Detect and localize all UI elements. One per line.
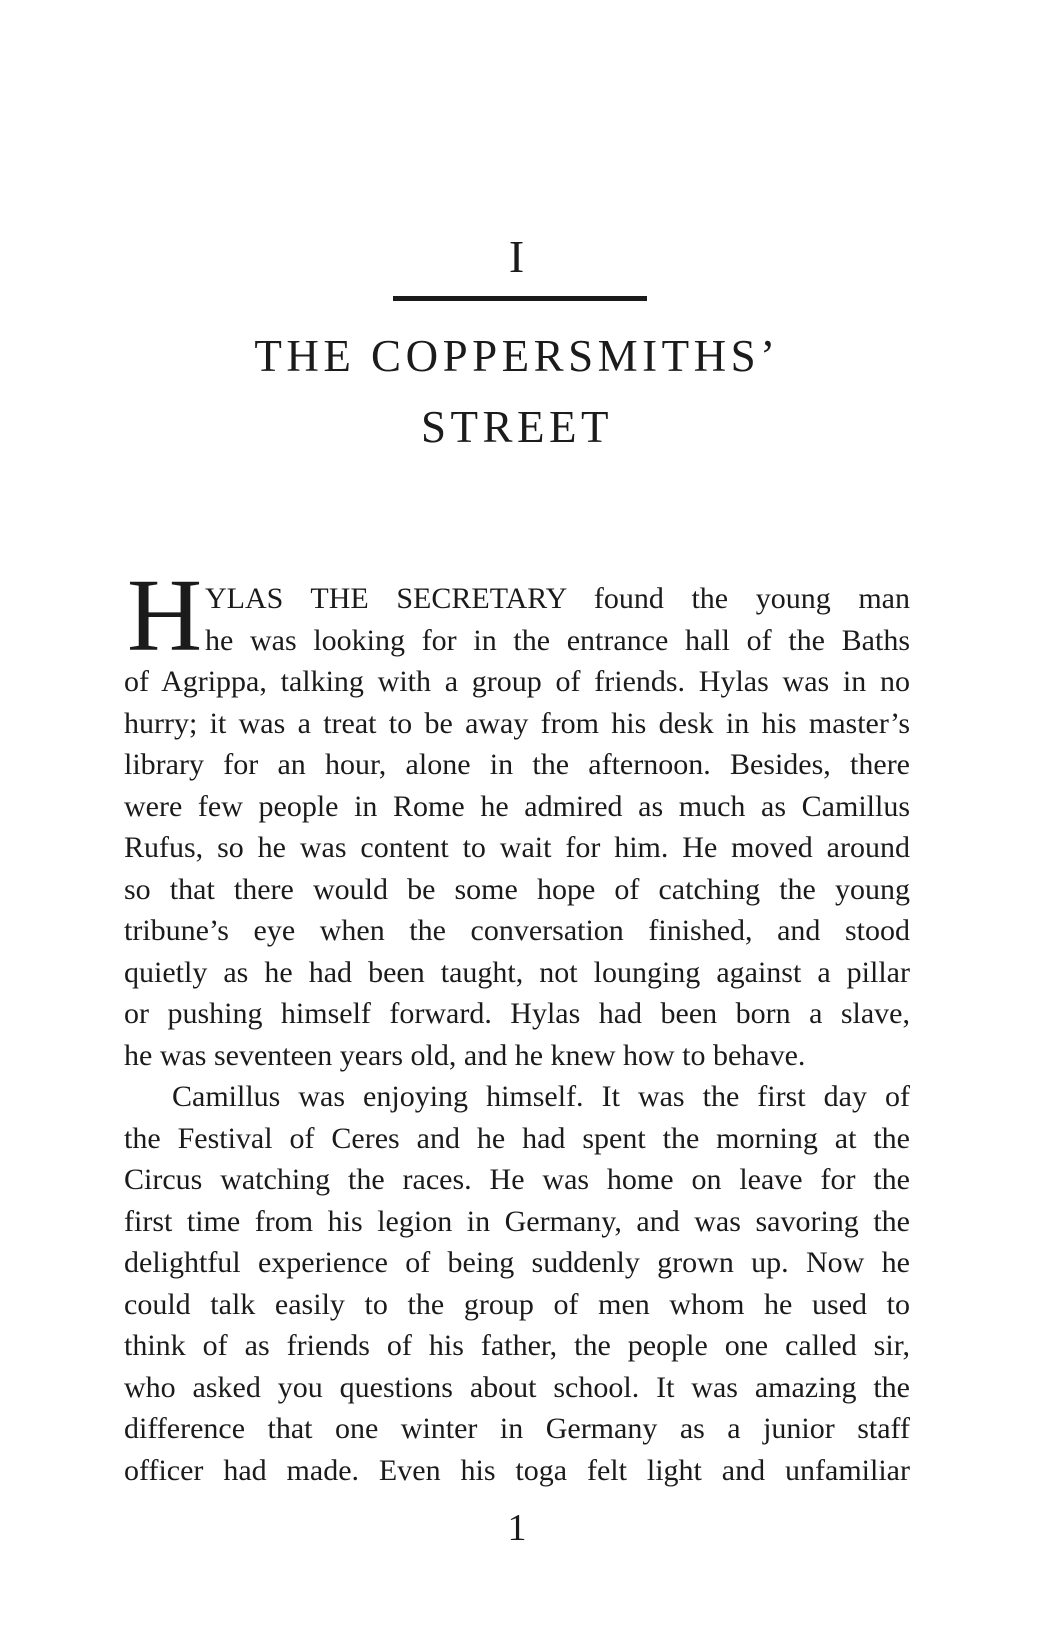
text-line: officer had made. Even his toga felt light and unfamiliar bbox=[124, 1453, 910, 1487]
text-line: he was seventeen years old, and he knew how to behave. bbox=[124, 1038, 806, 1072]
chapter-title-line-1: THE COPPERSMITHS’ bbox=[254, 331, 780, 381]
paragraph bbox=[124, 558, 910, 1076]
text-line: delightful experience of being suddenly grown up. Now he bbox=[124, 1246, 910, 1279]
text-line: were few people in Rome he admired as much as Camillus bbox=[124, 789, 910, 823]
text-line: or pushing himself forward. Hylas had been born a slave, bbox=[124, 997, 910, 1030]
text-line: Rufus, so he was content to wait for him. He moved around bbox=[124, 831, 910, 864]
text-line: YLAS THE SECRETARY found the young man bbox=[205, 582, 910, 615]
chapter-rule-divider bbox=[393, 296, 647, 301]
text-line: the Festival of Ceres and he had spent the morning at the bbox=[124, 1121, 910, 1155]
drop-cap: H bbox=[127, 558, 203, 673]
text-line: Circus watching the races. He was home on leave for the bbox=[124, 1163, 910, 1196]
page-number: 1 bbox=[507, 1507, 527, 1549]
text-line: difference that one winter in Germany as a junior staff bbox=[124, 1412, 910, 1445]
text-line: think of as friends of his father, the people one called sir, bbox=[124, 1329, 910, 1362]
chapter-title bbox=[124, 321, 910, 463]
chapter-title-line-2: STREET bbox=[421, 402, 613, 452]
chapter-number: I bbox=[508, 231, 526, 282]
text-line: could talk easily to the group of men whom he used to bbox=[124, 1287, 910, 1321]
text-line: Camillus was enjoying himself. It was the first day of bbox=[172, 1080, 910, 1113]
text-line: of Agrippa, talking with a group of friends. Hylas was in no bbox=[124, 665, 910, 698]
text-line: he was looking for in the entrance hall of the Baths bbox=[205, 623, 910, 657]
text-line: library for an hour, alone in the afternoon. Besides, there bbox=[124, 748, 910, 781]
text-line: first time from his legion in Germany, and was savoring the bbox=[124, 1204, 910, 1238]
text-line: who asked you questions about school. It was amazing the bbox=[124, 1370, 910, 1404]
text-line: so that there would be some hope of catching the young bbox=[124, 872, 910, 906]
text-line: tribune’s eye when the conversation finished, and stood bbox=[124, 914, 910, 947]
text-line: quietly as he had been taught, not lounging against a pillar bbox=[124, 955, 910, 989]
text-line: hurry; it was a treat to be away from his desk in his master’s bbox=[124, 706, 910, 740]
paragraph bbox=[124, 1076, 910, 1491]
body-text bbox=[124, 558, 910, 1491]
drop-cap-lines bbox=[205, 578, 910, 661]
